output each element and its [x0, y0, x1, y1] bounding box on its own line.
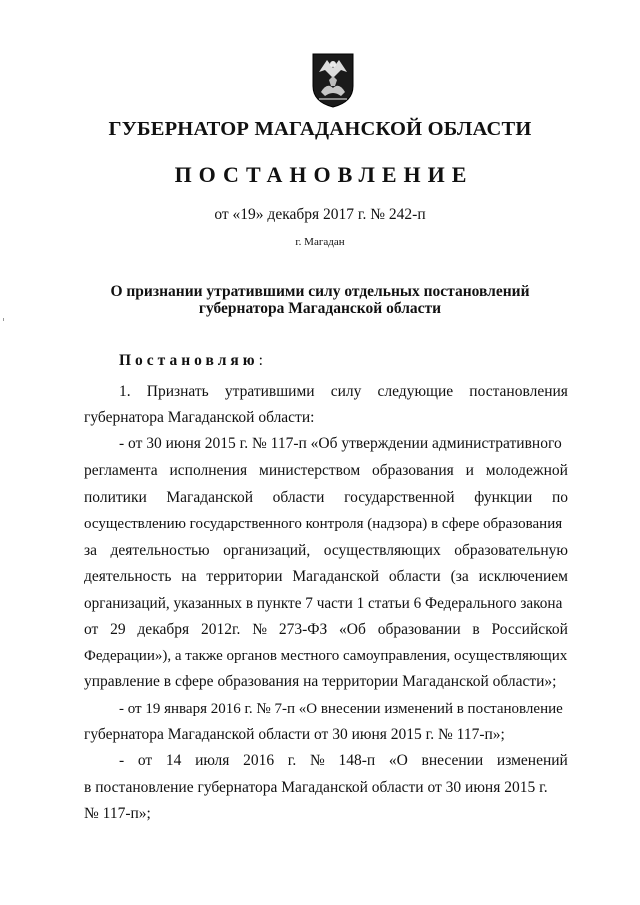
decree-date-number: от «19» декабря 2017 г. № 242-п	[214, 206, 426, 223]
paragraph-2-line-2	[84, 461, 568, 481]
document-type-title: ПОСТАНОВЛЕНИЕ	[174, 162, 474, 187]
word: №	[252, 621, 268, 638]
word: 2012г.	[200, 621, 241, 638]
word: регламента	[84, 462, 158, 479]
word: функции	[474, 489, 533, 506]
paragraph-4-line-2: в постановление губернатора Магаданской области от 30 июня 2015 г.	[84, 779, 548, 796]
margin-mark	[3, 318, 4, 321]
paragraph-2-line-9: Федерации»), а также органов местного самоуправления, осуществляющих	[84, 648, 568, 664]
word: 2016	[243, 752, 275, 769]
decree-subject	[0, 283, 640, 317]
word: деятельность	[84, 568, 172, 585]
paragraph-1-line-1	[119, 382, 568, 402]
paragraph-2-line-7: организаций, указанных в пункте 7 части 1 статьи 6 Федерального закона	[84, 595, 563, 612]
paragraph-3-line-2: губернатора Магаданской области от 30 июня 2015 г. № 117-п»;	[84, 726, 505, 743]
word: исполнения	[169, 462, 248, 479]
word: государственной	[344, 489, 455, 506]
word: «О	[388, 752, 408, 769]
word: по	[551, 489, 568, 506]
word: области	[272, 489, 325, 506]
word: осуществляющих	[323, 542, 441, 559]
word: 14	[165, 752, 182, 769]
word: от	[137, 752, 153, 769]
word: деятельностью	[110, 542, 210, 559]
word: Магаданской	[292, 568, 380, 585]
word: изменений	[496, 752, 568, 769]
paragraph-2-line-1: - от 30 июня 2015 г. № 117-п «Об утверждении административного	[119, 435, 562, 452]
word: в	[472, 621, 480, 638]
word: «Об	[339, 621, 366, 638]
word: и	[465, 462, 474, 479]
paragraph-2-line-10: управление в сфере образования на территории Магаданской области»;	[84, 673, 557, 690]
word: организаций,	[223, 542, 311, 559]
paragraph-2-line-4: осуществлению государственного контроля (надзора) в сфере образования	[84, 516, 563, 532]
paragraph-3-line-1: - от 19 января 2016 г. № 7-п «О внесении изменений в постановление	[119, 701, 563, 717]
word: следующие	[377, 383, 454, 400]
word: области	[388, 568, 441, 585]
word: образования	[371, 462, 454, 479]
word: политики	[84, 489, 147, 506]
word: утратившими	[224, 383, 315, 400]
preamble-colon: :	[258, 352, 263, 369]
word: Магаданской	[166, 489, 254, 506]
coat-of-arms-emblem	[311, 52, 355, 108]
word: 29	[110, 621, 126, 638]
word: на	[181, 568, 197, 585]
word: -	[119, 752, 125, 769]
word: силу	[330, 383, 362, 400]
word: 148-п	[338, 752, 376, 769]
paragraph-2-line-8	[84, 620, 568, 640]
word: министерством	[259, 462, 361, 479]
word: образовании	[377, 621, 461, 638]
word: (за	[450, 568, 469, 585]
preamble-word: Постановляю	[119, 352, 259, 369]
word: г.	[287, 752, 297, 769]
word: молодежной	[485, 462, 568, 479]
subject-line-1: О признании утратившими силу отдельных постановлений	[110, 283, 530, 300]
paragraph-2-line-6	[84, 567, 568, 587]
word: Российской	[491, 621, 568, 638]
word: внесении	[421, 752, 484, 769]
governor-title: ГУБЕРНАТОР МАГАДАНСКОЙ ОБЛАСТИ	[108, 118, 532, 140]
word: от	[84, 621, 99, 638]
subject-line-2: губернатора Магаданской области	[198, 300, 442, 317]
word: 1.	[119, 383, 131, 400]
preamble-heading	[119, 352, 263, 370]
word: образовательную	[454, 542, 568, 559]
word: исключением	[478, 568, 568, 585]
paragraph-4-line-1	[119, 751, 568, 771]
word: постановления	[469, 383, 568, 400]
paragraph-2-line-5	[84, 541, 568, 561]
paragraph-2-line-3	[84, 488, 568, 508]
word: за	[84, 542, 98, 559]
paragraph-1-line-2: губернатора Магаданской области:	[84, 409, 315, 426]
word: декабря	[137, 621, 190, 638]
word: территории	[206, 568, 283, 585]
word: №	[309, 752, 325, 769]
word: Признать	[146, 383, 209, 400]
word: 273-ФЗ	[278, 621, 328, 638]
decree-city: г. Магадан	[295, 236, 345, 248]
paragraph-4-line-3: № 117-п»;	[84, 805, 151, 822]
word: июля	[195, 752, 230, 769]
